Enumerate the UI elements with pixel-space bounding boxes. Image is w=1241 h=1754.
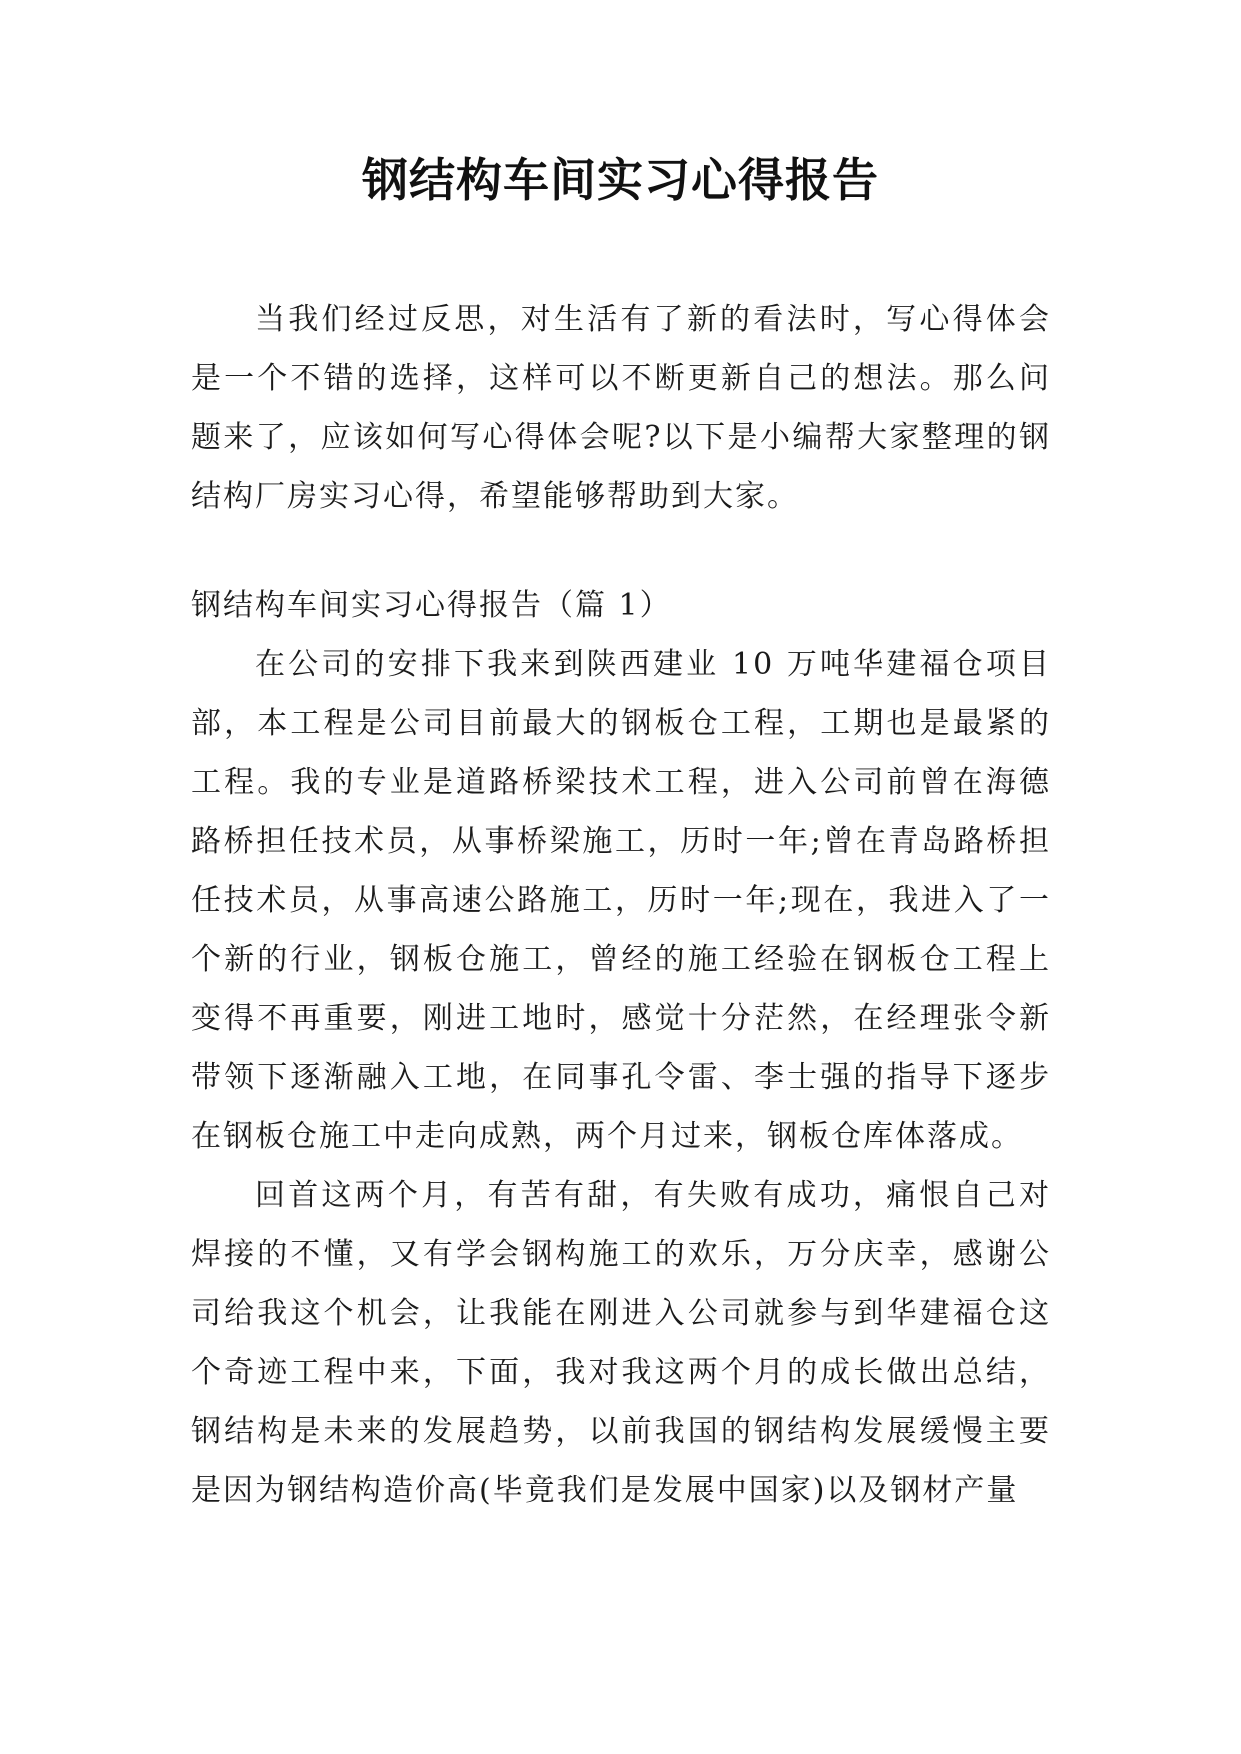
- section-paragraph-1: 在公司的安排下我来到陕西建业 10 万吨华建福仓项目部，本工程是公司目前最大的钢板仓工程，工期也是最紧的工程。我的专业是道路桥梁技术工程，进入公司前曾在海德路桥担任技术员，从事桥梁施工，历时一年;曾在青岛路桥担任技术员，从事高速公路施工，历时一年;现在，我进入了一个新的行业，钢板仓施工，曾经的施工经验在钢板仓工程上变得不再重要，刚进工地时，感觉十分茫然，在经理张令新带领下逐渐融入工地，在同事孔令雷、李士强的指导下逐步在钢板仓施工中走向成熟，两个月过来，钢板仓库体落成。: [191, 647, 1051, 1154]
- section-paragraph-2: 回首这两个月，有苦有甜，有失败有成功，痛恨自己对焊接的不懂，又有学会钢构施工的欢乐，万分庆幸，感谢公司给我这个机会，让我能在刚进入公司就参与到华建福仓这个奇迹工程中来，下面，我对我这两个月的成长做出总结，钢结构是未来的发展趋势，以前我国的钢结构发展缓慢主要是因为钢结构造价高(毕竟我们是发展中国家)以及钢材产量: [191, 1178, 1051, 1508]
- intro-block: [191, 290, 1051, 526]
- section-1: [191, 576, 1051, 1520]
- section-heading: 钢结构车间实习心得报告（篇 1）: [191, 588, 672, 623]
- intro-paragraph: 当我们经过反思，对生活有了新的看法时，写心得体会是一个不错的选择，这样可以不断更新自己的想法。那么问题来了，应该如何写心得体会呢?以下是小编帮大家整理的钢结构厂房实习心得，希望能够帮助到大家。: [191, 302, 1051, 514]
- document-title: 钢结构车间实习心得报告: [362, 153, 879, 207]
